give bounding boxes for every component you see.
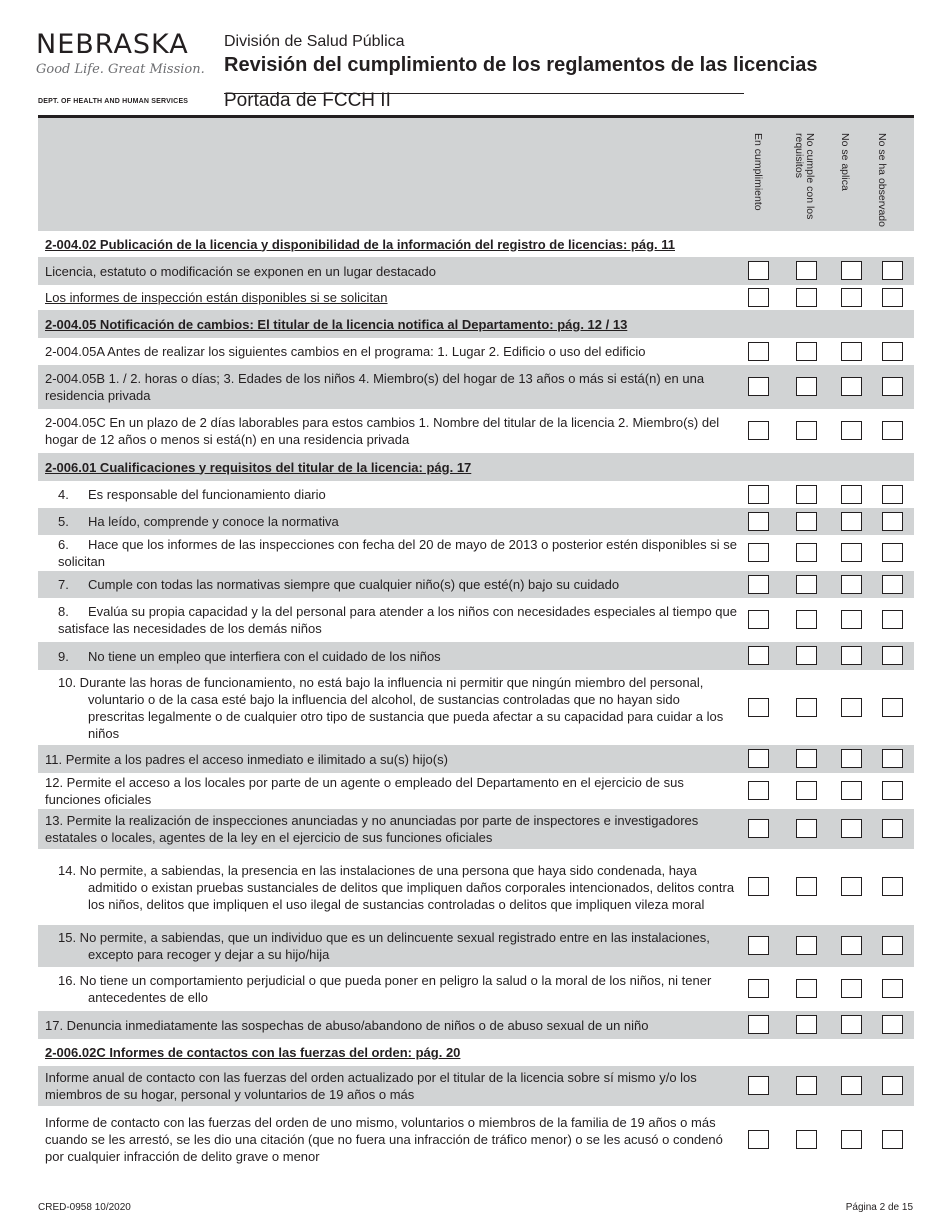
section-label: 2-006.02C Informes de contactos con las fuerzas del orden: pág. 20 <box>45 1045 461 1060</box>
column-label-compliant: En cumplimiento <box>752 133 764 211</box>
checkbox-group <box>748 535 914 571</box>
checkbox-noncompliant[interactable] <box>796 421 817 440</box>
requirement-label: Ha leído, comprende y conoce la normativa <box>88 514 339 529</box>
checkbox-group <box>748 967 914 1011</box>
checkbox-not-observed[interactable] <box>882 646 903 665</box>
requirement-text <box>38 343 738 360</box>
checklist-row <box>38 481 914 508</box>
checkbox-noncompliant[interactable] <box>796 1015 817 1034</box>
checkbox-not-observed[interactable] <box>882 1076 903 1095</box>
checkbox-not-observed[interactable] <box>882 342 903 361</box>
requirement-label: 14. No permite, a sabiendas, la presencia en las instalaciones de una persona que haya sido condenada, haya admitido o existan pruebas sustanciales de delitos que impliquen daños corporales intencionados, delitos contra los niños, delitos que impliquen el uso ilegal de sustancias controladas o delitos que impliquen vileza moral <box>58 862 735 912</box>
checkbox-not-applicable[interactable] <box>841 543 862 562</box>
checkbox-compliant[interactable] <box>748 377 769 396</box>
requirement-number: 5. <box>58 514 69 529</box>
header-divider <box>224 93 744 94</box>
checklist-row <box>38 365 914 409</box>
requirement-label: 12. Permite el acceso a los locales por parte de un agente o empleado del Departamento en el ejercicio de sus funciones oficiales <box>45 775 684 807</box>
checklist-row <box>38 508 914 535</box>
checkbox-group <box>748 598 914 642</box>
checklist-row <box>38 535 914 571</box>
section-heading <box>38 231 914 257</box>
checkbox-not-applicable[interactable] <box>841 819 862 838</box>
section-title <box>38 459 738 476</box>
checkbox-not-applicable[interactable] <box>841 936 862 955</box>
column-label-noncompliant: No cumple con los requisitos <box>793 133 816 220</box>
checkbox-noncompliant[interactable] <box>796 512 817 531</box>
checkbox-not-observed[interactable] <box>882 877 903 896</box>
checkbox-not-applicable[interactable] <box>841 781 862 800</box>
checkbox-noncompliant[interactable] <box>796 646 817 665</box>
requirement-text <box>38 536 738 570</box>
checkbox-noncompliant[interactable] <box>796 877 817 896</box>
checklist-row <box>38 745 914 773</box>
requirement-text <box>38 513 738 530</box>
checkbox-not-applicable[interactable] <box>841 610 862 629</box>
checkbox-not-observed[interactable] <box>882 819 903 838</box>
checkbox-compliant[interactable] <box>748 512 769 531</box>
checkbox-compliant[interactable] <box>748 543 769 562</box>
checkbox-compliant[interactable] <box>748 979 769 998</box>
checklist-row <box>38 571 914 598</box>
checklist-row <box>38 925 914 967</box>
checkbox-group <box>748 809 914 849</box>
checkbox-compliant[interactable] <box>748 936 769 955</box>
checklist-rows <box>38 231 914 1173</box>
checkbox-not-observed[interactable] <box>882 1130 903 1149</box>
requirement-text <box>38 774 738 808</box>
nebraska-logo <box>36 30 206 77</box>
checklist-row <box>38 1066 914 1106</box>
checkbox-not-observed[interactable] <box>882 936 903 955</box>
checklist-row <box>38 1011 914 1039</box>
checkbox-group <box>748 745 914 773</box>
checkbox-not-applicable[interactable] <box>841 575 862 594</box>
checklist-row <box>38 809 914 849</box>
requirement-label: Cumple con todas las normativas siempre que cualquier niño(s) que esté(n) bajo su cuidado <box>88 577 620 592</box>
requirement-label: 15. No permite, a sabiendas, que un individuo que es un delincuente sexual registrado entre en las instalaciones, excepto para recoger y dejar a su hijo/hija <box>58 930 710 962</box>
requirement-number: 8. <box>58 604 69 619</box>
requirement-text <box>38 486 738 503</box>
logo-tagline: Good Life. Great Mission. <box>36 62 205 77</box>
section-title <box>38 236 738 253</box>
column-label-not-observed: No se ha observado <box>876 133 888 227</box>
checkbox-group <box>748 365 914 409</box>
checkbox-compliant[interactable] <box>748 575 769 594</box>
checkbox-noncompliant[interactable] <box>796 288 817 307</box>
checkbox-not-observed[interactable] <box>882 485 903 504</box>
checkbox-group <box>748 409 914 453</box>
page-title: Revisión del cumplimiento de los reglamentos de las licencias <box>224 54 818 76</box>
requirement-label: Informe de contacto con las fuerzas del orden de uno mismo, voluntarios o miembros de la familia de 19 años o más cuando se les arrestó, se les dio una citación (que no fuera una infracción de tráfico menor) o se les acusó o condenó por cualquier infracción de delito grave o menor <box>45 1115 723 1164</box>
checklist-row <box>38 285 914 310</box>
requirement-label: Informe anual de contacto con las fuerzas del orden actualizado por el titular de la licencia sobre sí mismo y/o los miembros de su hogar, personal y voluntarios de 19 años o más <box>45 1070 697 1102</box>
checklist-row <box>38 598 914 642</box>
section-label: 2-006.01 Cualificaciones y requisitos del titular de la licencia: pág. 17 <box>45 459 472 475</box>
checkbox-group <box>748 338 914 365</box>
checkbox-group <box>748 773 914 809</box>
checkbox-not-applicable[interactable] <box>841 421 862 440</box>
section-heading <box>38 1039 914 1066</box>
checkbox-noncompliant[interactable] <box>796 749 817 768</box>
checkbox-not-observed[interactable] <box>882 261 903 280</box>
checkbox-noncompliant[interactable] <box>796 485 817 504</box>
checklist-row <box>38 642 914 670</box>
checkbox-not-observed[interactable] <box>882 610 903 629</box>
checkbox-compliant[interactable] <box>748 819 769 838</box>
column-header-band <box>38 118 914 231</box>
page-subtitle: Portada de FCCH II <box>224 90 391 109</box>
requirement-label: Licencia, estatuto o modificación se exponen en un lugar destacado <box>45 263 436 279</box>
checkbox-group <box>748 849 914 925</box>
checkbox-noncompliant[interactable] <box>796 698 817 717</box>
checkbox-not-applicable[interactable] <box>841 877 862 896</box>
checkbox-noncompliant[interactable] <box>796 575 817 594</box>
requirement-number: 6. <box>58 537 69 552</box>
requirement-text <box>38 812 738 846</box>
page-number: Página 2 de 15 <box>845 1202 913 1213</box>
checkbox-not-observed[interactable] <box>882 698 903 717</box>
checkbox-not-applicable[interactable] <box>841 485 862 504</box>
checkbox-group <box>748 1066 914 1106</box>
checkbox-compliant[interactable] <box>748 261 769 280</box>
requirement-label: 2-004.05B 1. / 2. horas o días; 3. Edades de los niños 4. Miembro(s) del hogar de 13 años o más si está(n) en una residencia privada <box>45 371 705 403</box>
requirement-text <box>38 370 738 404</box>
checkbox-not-observed[interactable] <box>882 512 903 531</box>
checkbox-noncompliant[interactable] <box>796 936 817 955</box>
requirement-label: 13. Permite la realización de inspecciones anunciadas y no anunciadas por parte de inspectores e investigadores estatales o locales, agentes de la ley en el ejercicio de sus funciones oficiales <box>45 813 699 845</box>
checkbox-group <box>748 642 914 670</box>
checkbox-not-applicable[interactable] <box>841 646 862 665</box>
requirement-number: 4. <box>58 487 69 502</box>
checklist-row <box>38 1106 914 1173</box>
checkbox-not-observed[interactable] <box>882 979 903 998</box>
checkbox-compliant[interactable] <box>748 1015 769 1034</box>
checkbox-not-applicable[interactable] <box>841 1130 862 1149</box>
section-title <box>38 316 738 333</box>
checkbox-compliant[interactable] <box>748 1130 769 1149</box>
checkbox-group <box>748 285 914 310</box>
requirement-text <box>38 1017 738 1034</box>
checkbox-not-observed[interactable] <box>882 543 903 562</box>
section-label: 2-004.02 Publicación de la licencia y disponibilidad de la información del registro de licencias: pág. 11 <box>45 236 675 252</box>
requirement-text <box>38 929 738 963</box>
checkbox-group <box>748 670 914 745</box>
checkbox-group <box>748 1106 914 1173</box>
requirement-text <box>38 576 738 593</box>
requirement-label: Los informes de inspección están disponibles si se solicitan <box>45 290 388 305</box>
checkbox-not-applicable[interactable] <box>841 377 862 396</box>
column-label-not-applicable: No se aplica <box>839 133 851 191</box>
requirement-number: 7. <box>58 577 69 592</box>
requirement-text <box>38 751 738 768</box>
requirement-text <box>38 862 738 913</box>
checkbox-not-applicable[interactable] <box>841 1076 862 1095</box>
checkbox-compliant[interactable] <box>748 421 769 440</box>
requirement-text <box>38 972 738 1006</box>
dept-name: DEPT. OF HEALTH AND HUMAN SERVICES <box>38 98 189 105</box>
requirement-text <box>38 1114 738 1165</box>
requirement-text <box>38 289 738 306</box>
checkbox-compliant[interactable] <box>748 485 769 504</box>
checkbox-not-observed[interactable] <box>882 781 903 800</box>
checkbox-compliant[interactable] <box>748 781 769 800</box>
requirement-text <box>38 603 738 637</box>
requirement-label: 10. Durante las horas de funcionamiento, no está bajo la influencia ni permitir que ningún miembro del personal, voluntario o de la casa esté bajo la influencia del alcohol, de sustancias controladas que no hayan sido prescritas legalmente o de cualquier otro tipo de sustancia que pueda afectar a su capacidad para cuidar a los niños <box>58 674 724 741</box>
checkbox-not-observed[interactable] <box>882 749 903 768</box>
requirement-label: 16. No tiene un comportamiento perjudicial o que pueda poner en peligro la salud o la moral de los niños, ni tener antecedentes de ello <box>58 973 712 1005</box>
requirement-text <box>38 414 738 448</box>
requirement-text <box>38 263 738 280</box>
requirement-label: 17. Denuncia inmediatamente las sospechas de abuso/abandono de niños o de abuso sexual de un niño <box>45 1017 649 1033</box>
requirement-number: 9. <box>58 648 69 664</box>
checkbox-not-applicable[interactable] <box>841 749 862 768</box>
requirement-label: Evalúa su propia capacidad y la del personal para atender a los niños con necesidades especiales al tiempo que satisface las necesidades de los demás niños <box>58 604 737 636</box>
section-heading <box>38 453 914 481</box>
section-label: 2-004.05 Notificación de cambios: El titular de la licencia notifica al Departamento: pág. 12 / 13 <box>45 316 628 332</box>
checkbox-not-observed[interactable] <box>882 575 903 594</box>
checkbox-not-applicable[interactable] <box>841 261 862 280</box>
checklist-row <box>38 967 914 1011</box>
checkbox-not-observed[interactable] <box>882 1015 903 1034</box>
checkbox-noncompliant[interactable] <box>796 1076 817 1095</box>
checkbox-group <box>748 508 914 535</box>
division-name: División de Salud Pública <box>224 33 405 50</box>
section-heading <box>38 310 914 338</box>
requirement-label: 2-004.05C En un plazo de 2 días laborables para estos cambios 1. Nombre del titular de la licencia 2. Miembro(s) del hogar de 12 años o menos si está(n) en una residencia privada <box>45 415 720 447</box>
checkbox-group <box>748 257 914 285</box>
requirement-label: 2-004.05A Antes de realizar los siguientes cambios en el programa: 1. Lugar 2. Edificio o uso del edificio <box>45 344 646 359</box>
requirement-text <box>38 648 738 665</box>
checkbox-not-applicable[interactable] <box>841 1015 862 1034</box>
checkbox-compliant[interactable] <box>748 342 769 361</box>
checkbox-group <box>748 1011 914 1039</box>
checkbox-noncompliant[interactable] <box>796 342 817 361</box>
checkbox-not-applicable[interactable] <box>841 288 862 307</box>
checkbox-not-applicable[interactable] <box>841 979 862 998</box>
checkbox-not-observed[interactable] <box>882 421 903 440</box>
checklist-row <box>38 409 914 453</box>
checklist-row <box>38 773 914 809</box>
requirement-label: Es responsable del funcionamiento diario <box>88 487 326 502</box>
checkbox-not-applicable[interactable] <box>841 342 862 361</box>
checkbox-noncompliant[interactable] <box>796 261 817 280</box>
checklist-row <box>38 338 914 365</box>
checkbox-compliant[interactable] <box>748 698 769 717</box>
checkbox-noncompliant[interactable] <box>796 819 817 838</box>
checkbox-compliant[interactable] <box>748 1076 769 1095</box>
logo-wordmark: NEBRASKA <box>36 29 189 60</box>
checkbox-group <box>748 925 914 967</box>
requirement-label: Hace que los informes de las inspecciones con fecha del 20 de mayo de 2013 o posterior estén disponibles si se solicitan <box>58 537 737 569</box>
checkbox-compliant[interactable] <box>748 646 769 665</box>
checkbox-noncompliant[interactable] <box>796 979 817 998</box>
checkbox-not-observed[interactable] <box>882 288 903 307</box>
checkbox-compliant[interactable] <box>748 610 769 629</box>
checkbox-group <box>748 481 914 508</box>
checkbox-compliant[interactable] <box>748 288 769 307</box>
checkbox-compliant[interactable] <box>748 749 769 768</box>
checkbox-group <box>748 571 914 598</box>
checklist-row <box>38 670 914 745</box>
checklist-table <box>38 118 914 1173</box>
checkbox-not-observed[interactable] <box>882 377 903 396</box>
requirement-text <box>38 674 738 742</box>
requirement-text <box>38 1069 738 1103</box>
checklist-row <box>38 257 914 285</box>
checkbox-noncompliant[interactable] <box>796 1130 817 1149</box>
requirement-label: No tiene un empleo que interfiera con el cuidado de los niños <box>88 648 441 664</box>
checklist-row <box>38 849 914 925</box>
checkbox-noncompliant[interactable] <box>796 377 817 396</box>
checkbox-noncompliant[interactable] <box>796 781 817 800</box>
checkbox-noncompliant[interactable] <box>796 543 817 562</box>
checkbox-noncompliant[interactable] <box>796 610 817 629</box>
checkbox-not-applicable[interactable] <box>841 698 862 717</box>
form-id: CRED-0958 10/2020 <box>38 1202 131 1213</box>
checkbox-compliant[interactable] <box>748 877 769 896</box>
requirement-label: 11. Permite a los padres el acceso inmediato e ilimitado a su(s) hijo(s) <box>45 751 448 767</box>
checkbox-not-applicable[interactable] <box>841 512 862 531</box>
section-title <box>38 1044 738 1061</box>
